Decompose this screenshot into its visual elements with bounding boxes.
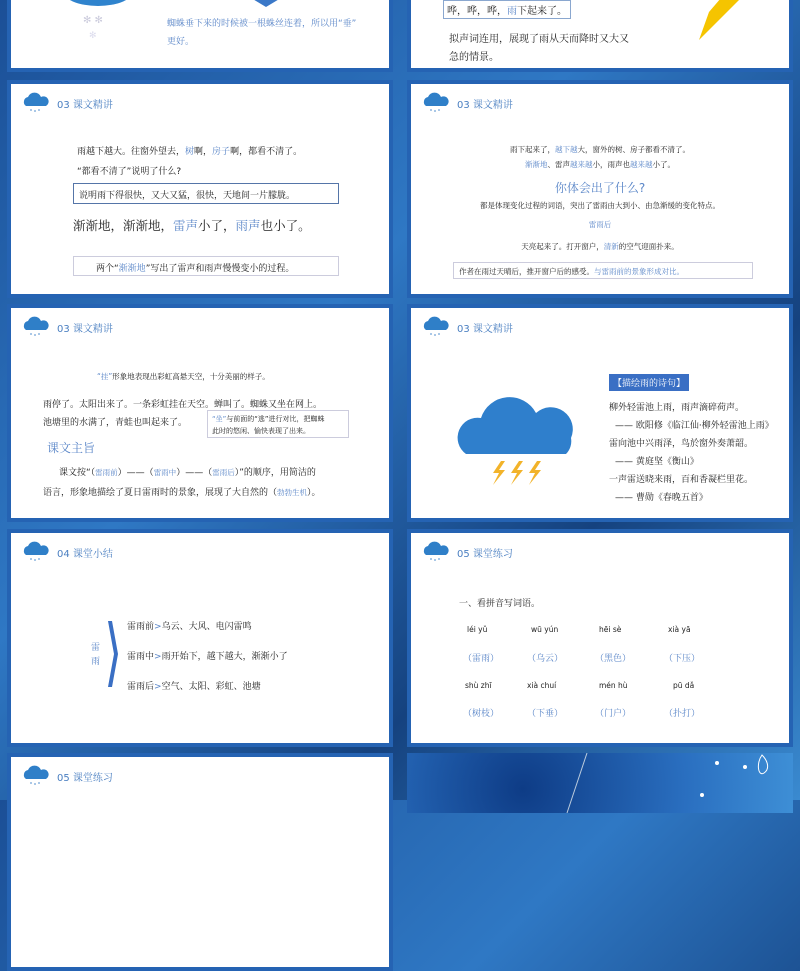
cloud-icon — [21, 92, 51, 114]
caption: 蜘蛛垂下来的时候被一根蛛丝连着，所以用“垂” — [167, 19, 357, 29]
cloud-icon — [421, 316, 451, 338]
poem-line: 雷向池中兴雨泽，鸟於窗外奏萧韶。 — [609, 439, 754, 449]
answer-word: （树枝） — [463, 709, 500, 719]
pinyin: léi yǔ — [467, 625, 488, 634]
pinyin: shù zhī — [465, 681, 492, 690]
slide-lesson-gradual[interactable] — [407, 80, 793, 298]
raindrop-decoration-icon — [407, 753, 793, 813]
summary-row: 雷雨后>空气、太阳、彩虹、池塘 — [127, 682, 261, 692]
slide-title: 05 课堂练习 — [57, 773, 113, 784]
poem-label: 【描绘雨的诗句】 — [609, 374, 689, 391]
answer-word: （扑打） — [664, 709, 701, 719]
slide-ending-cover[interactable] — [407, 753, 793, 813]
slide-title: 04 课堂小结 — [57, 549, 113, 560]
question: 你体会出了什么? — [554, 181, 646, 195]
pinyin: mén hù — [599, 681, 628, 690]
answer: 都是体现变化过程的词语，突出了雷雨由大到小、由急渐缓的变化特点。 — [480, 201, 720, 210]
exercise-heading: 一、看拼音写词语。 — [459, 599, 541, 609]
answer-word: （黑色） — [595, 654, 632, 664]
slide-title: 03 课文精讲 — [57, 324, 113, 335]
pinyin: wū yún — [531, 625, 559, 634]
cloud-icon — [21, 765, 51, 787]
slide-exercise-pinyin[interactable] — [407, 529, 793, 747]
cloud-icon — [61, 0, 136, 48]
line-1: 雨下起来了，越下越大，窗外的树、房子都看不清了。 — [510, 145, 690, 154]
cloud-icon — [421, 92, 451, 114]
lightning-icon — [691, 0, 741, 43]
answer-word: （雷雨） — [463, 654, 500, 664]
caption-2: 更好。 — [167, 37, 195, 47]
theme-heading: 课文主旨 — [47, 441, 96, 455]
answer-box: 说明雨下得很快，又大又猛，很快，天地间一片朦胧。 — [73, 183, 339, 204]
pinyin: xià chuí — [527, 681, 557, 690]
hang-note: “挂”形象地表现出彩虹高悬天空，十分美丽的样子。 — [97, 372, 270, 381]
slide-summary[interactable] — [7, 529, 393, 747]
explanation-box: 两个“渐渐地”写出了雷声和雨声慢慢变小的过程。 — [73, 256, 339, 276]
poem-line: 一声雷送晓来雨，百和香凝栏里花。 — [609, 475, 754, 485]
theme-line-1: 课文按“（雷雨前）——（雷雨中）——（雷雨后）”的顺序，用简洁的 — [59, 468, 316, 478]
poem-attribution: —— 黄庭坚《衡山》 — [615, 457, 699, 467]
summary-row: 雷雨中>雨开始下，越下越大，渐渐小了 — [127, 652, 288, 662]
slide-partial-right[interactable] — [407, 0, 793, 72]
sentence-1: 雨停了。太阳出来了。一条彩虹挂在天空。蝉叫了。蜘蛛又坐在网上。 — [43, 400, 323, 410]
pinyin: hēi sè — [599, 625, 622, 634]
pinyin: pū dǎ — [673, 681, 695, 690]
slide-lesson-rainbow[interactable] — [7, 304, 393, 522]
sit-note-box: “坐”与前面的“逃”进行对比，把蜘蛛 此时的悠闲、愉快表现了出来。 — [207, 410, 349, 438]
theme-line-2: 语言，形象地描绘了夏日雷雨时的景象，展现了大自然的（勃勃生机）。 — [43, 488, 321, 498]
onomatopoeia-box: 哗，哗，哗，雨下起来了。 — [443, 0, 571, 19]
subheading: 雷雨后 — [588, 220, 612, 229]
poem-attribution: —— 欧阳修《临江仙·柳外轻雷池上雨》 — [615, 421, 774, 431]
poem-attribution: —— 曹勋《春晚五首》 — [615, 493, 708, 503]
slide-title: 03 课文精讲 — [57, 100, 113, 111]
sentence-2: 池塘里的水满了，青蛙也叫起来了。 — [43, 418, 188, 428]
answer-word: （下垂） — [527, 709, 564, 719]
summary-row: 雷雨前>乌云、大风、电闪雷鸣 — [127, 622, 252, 632]
down-arrow-icon — [251, 0, 281, 8]
sentence-2: 渐渐地，渐渐地，雷声小了，雨声也小了。 — [73, 218, 311, 233]
slide-lesson-rain-heavier[interactable] — [7, 80, 393, 298]
slide-title: 05 课堂练习 — [457, 549, 513, 560]
svg-text:✻ ✻: ✻ ✻ — [83, 15, 103, 26]
storm-cloud-icon — [451, 386, 586, 496]
slide-title: 03 课文精讲 — [457, 324, 513, 335]
cloud-icon — [21, 316, 51, 338]
svg-text:✻: ✻ — [89, 31, 97, 41]
cloud-icon — [21, 541, 51, 563]
line-2: 渐渐地、雷声越来越小，雨声也越来越小了。 — [525, 160, 675, 169]
note-line-1: 拟声词连用，展现了雨从天而降时又大又 — [449, 34, 629, 45]
slide-exercise-partial[interactable] — [7, 753, 393, 971]
slide-partial-left[interactable] — [7, 0, 393, 72]
poem-line: 柳外轻雷池上雨，雨声滴碎荷声。 — [609, 403, 745, 413]
summary-side-label: 雷雨 — [91, 643, 101, 667]
cloud-icon — [421, 541, 451, 563]
bracket-icon — [107, 621, 119, 687]
slide-title: 03 课文精讲 — [457, 100, 513, 111]
line-3: 天亮起来了。打开窗户，清新的空气迎面扑来。 — [521, 242, 679, 251]
note-line-2: 急的情景。 — [449, 52, 499, 63]
question: “都看不清了”说明了什么? — [77, 167, 182, 177]
contrast-box: 作者在雨过天晴后，推开窗户后的感受。与雷雨前的景象形成对比。 — [453, 262, 753, 279]
slide-rain-poems[interactable] — [407, 304, 793, 522]
answer-word: （门户） — [595, 709, 632, 719]
answer-word: （下压） — [664, 654, 701, 664]
sentence-1: 雨越下越大。往窗外望去，树啊，房子啊，都看不清了。 — [77, 147, 303, 157]
pinyin: xià yā — [668, 625, 691, 634]
answer-word: （乌云） — [527, 654, 564, 664]
